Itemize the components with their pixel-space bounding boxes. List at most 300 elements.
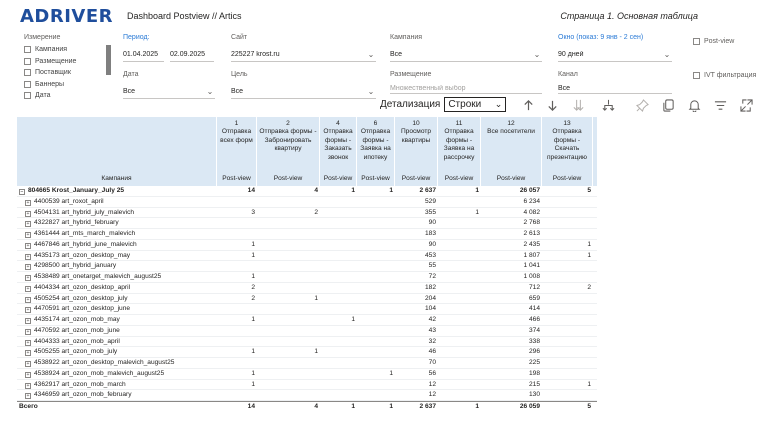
- expand-icon[interactable]: +: [26, 350, 30, 357]
- column-number: 10: [412, 120, 420, 127]
- row-name-cell: [17, 218, 217, 229]
- goal-label: Цель: [231, 71, 248, 78]
- expand-icon[interactable]: +: [26, 221, 30, 228]
- expand-icon[interactable]: +: [26, 296, 30, 303]
- value-cell: [438, 261, 481, 272]
- checkbox-box[interactable]: [24, 92, 31, 99]
- value-cell: [357, 251, 395, 262]
- value-cell: [257, 369, 320, 380]
- value-cell: 1: [389, 187, 393, 194]
- value-cell: [357, 272, 395, 283]
- row-name-cell: [17, 315, 217, 326]
- column-title: Отправка формы - Забронировать квартиру: [259, 128, 317, 153]
- value-cell: [257, 304, 320, 315]
- value-cell: [542, 229, 593, 240]
- value-cell: 1: [351, 187, 355, 194]
- campaign-dropdown[interactable]: [390, 47, 542, 62]
- value-cell: [542, 218, 593, 229]
- row-name-cell: [17, 283, 217, 294]
- value-cell: 1 008: [523, 273, 540, 280]
- value-cell: [357, 240, 395, 251]
- row-name-cell: [17, 304, 217, 315]
- top-bar: [0, 0, 768, 30]
- window-label: Окно (показ: 9 янв - 2 сен): [558, 34, 644, 41]
- chevron-down-icon: ⌄: [367, 86, 375, 96]
- value-cell: 4 082: [523, 208, 540, 216]
- row-name-cell: [17, 208, 217, 219]
- value-cell: 5: [587, 187, 591, 194]
- value-cell: 204: [424, 294, 436, 302]
- expand-icon[interactable]: +: [26, 199, 30, 206]
- value-cell: [438, 283, 481, 294]
- measure-option-label: Размещение: [35, 57, 77, 65]
- expand-icon[interactable]: +: [26, 393, 30, 400]
- value-cell: 104: [424, 305, 436, 313]
- value-cell: [357, 283, 395, 294]
- expand-icon[interactable]: +: [26, 232, 30, 238]
- row-name: 4361444 art_mts_march_malevich: [34, 230, 136, 237]
- column-header-campaign[interactable]: [17, 117, 217, 186]
- value-cell: 1: [251, 240, 255, 248]
- channel-value: Все: [558, 85, 571, 92]
- row-name: 4538924 art_ozon_mob_malevich_august25: [34, 369, 165, 377]
- column-header-10[interactable]: [395, 117, 438, 186]
- row-name-cell: [17, 358, 217, 369]
- value-cell: 4: [314, 187, 318, 194]
- value-cell: [357, 261, 395, 272]
- checkbox-box[interactable]: [693, 38, 700, 45]
- value-cell: [438, 315, 481, 326]
- row-name: 4322827 art_hybrid_february: [34, 219, 119, 227]
- column-subtitle: Post-view: [552, 174, 582, 182]
- value-cell: [438, 369, 481, 380]
- value-cell: 3: [251, 208, 255, 216]
- value-cell: 56: [428, 369, 436, 377]
- value-cell: 70: [428, 359, 436, 366]
- placement-dropdown[interactable]: [390, 84, 542, 94]
- value-cell: 225: [528, 359, 540, 366]
- date-from-value: 01.04.2025: [123, 50, 159, 58]
- value-cell: 1: [251, 348, 255, 356]
- value-cell: 338: [528, 337, 540, 345]
- column-header-6[interactable]: [357, 117, 395, 186]
- value-cell: 2 637: [419, 187, 436, 194]
- row-name: 4470592 art_ozon_mob_june: [34, 326, 120, 334]
- value-cell: 1: [475, 403, 479, 410]
- value-cell: 712: [528, 283, 540, 291]
- value-cell: [438, 358, 481, 369]
- value-cell: 14: [247, 187, 255, 194]
- value-cell: 1: [251, 251, 255, 259]
- value-cell: 26 059: [519, 403, 540, 410]
- date-to-input[interactable]: [170, 47, 214, 62]
- table-row[interactable]: [17, 294, 597, 305]
- goal-value: Все: [231, 87, 244, 95]
- table-row[interactable]: [17, 208, 597, 219]
- postview-checkbox[interactable]: [693, 38, 734, 45]
- value-cell: [542, 358, 593, 369]
- column-number: 13: [563, 120, 571, 127]
- detail-select[interactable]: [444, 97, 506, 112]
- value-cell: [257, 229, 320, 240]
- column-header-1[interactable]: [217, 117, 257, 186]
- column-header-4[interactable]: [320, 117, 357, 186]
- value-cell: [357, 208, 395, 219]
- value-cell: [357, 347, 395, 358]
- value-cell: 466: [528, 316, 540, 323]
- checkbox-box[interactable]: [24, 58, 31, 65]
- row-name: 4467846 art_hybrid_june_malevich: [34, 240, 137, 248]
- value-cell: [320, 390, 357, 401]
- value-cell: 1: [251, 380, 255, 388]
- value-cell: 130: [528, 391, 540, 399]
- value-cell: [320, 304, 357, 315]
- value-cell: 2: [251, 283, 255, 291]
- value-cell: [542, 369, 593, 380]
- value-cell: 26 057: [519, 187, 540, 194]
- collapse-icon[interactable]: −: [20, 189, 24, 195]
- value-cell: [320, 347, 357, 358]
- measure-option[interactable]: [24, 56, 76, 68]
- value-cell: 1: [351, 316, 355, 323]
- copy-icon[interactable]: [660, 97, 676, 113]
- table-row[interactable]: [17, 304, 597, 315]
- value-cell: [542, 315, 593, 326]
- value-cell: [438, 390, 481, 401]
- value-cell: [257, 197, 320, 208]
- expand-icon[interactable]: +: [26, 382, 30, 389]
- campaign-value: Все: [390, 50, 403, 58]
- value-cell: 1: [314, 348, 318, 356]
- value-cell: [217, 197, 257, 208]
- site-dropdown[interactable]: [231, 47, 376, 62]
- postview-check-label: Post-view: [704, 38, 735, 45]
- column-title: Отправка всех форм: [220, 128, 253, 144]
- value-cell: [357, 315, 395, 326]
- expand-icon[interactable]: +: [26, 253, 30, 260]
- double-arrow-down-icon[interactable]: [570, 97, 586, 113]
- value-cell: 1: [314, 294, 318, 302]
- value-cell: [357, 218, 395, 229]
- row-name: Всего: [19, 403, 38, 410]
- value-cell: 2: [314, 208, 318, 216]
- measure-label: Измерение: [24, 34, 61, 41]
- value-cell: 659: [528, 294, 540, 302]
- column-number: 2: [286, 120, 290, 127]
- column-title: Отправка формы - Заявка на ипотеку: [360, 128, 391, 161]
- filter-icon[interactable]: [712, 97, 728, 113]
- value-cell: [438, 326, 481, 337]
- expand-icon[interactable]: +: [26, 285, 30, 292]
- value-cell: 1: [475, 208, 479, 216]
- row-name: 4470591 art_ozon_desktop_june: [34, 305, 131, 313]
- table-row[interactable]: [17, 272, 597, 283]
- value-cell: [320, 218, 357, 229]
- value-cell: [257, 251, 320, 262]
- measure-option[interactable]: [24, 67, 76, 79]
- checkbox-box[interactable]: [24, 81, 31, 88]
- value-cell: [217, 358, 257, 369]
- value-cell: [357, 326, 395, 337]
- table-row[interactable]: [17, 315, 597, 326]
- table-body: [17, 186, 597, 412]
- column-header-2[interactable]: [257, 117, 320, 186]
- value-cell: [542, 337, 593, 348]
- table-row[interactable]: [17, 283, 597, 294]
- detail-control: [380, 97, 506, 112]
- value-cell: 2: [587, 283, 591, 291]
- chevron-down-icon: ⌄: [494, 99, 503, 109]
- value-cell: 90: [428, 240, 436, 248]
- total-row[interactable]: [17, 401, 597, 412]
- arrow-up-icon[interactable]: [520, 97, 536, 113]
- row-name: 4505254 art_ozon_desktop_july: [34, 294, 128, 302]
- table-row[interactable]: [17, 390, 597, 401]
- value-cell: [217, 326, 257, 337]
- value-cell: 6 234: [523, 197, 540, 205]
- value-cell: [542, 347, 593, 358]
- column-header-11[interactable]: [438, 117, 481, 186]
- value-cell: 183: [424, 230, 436, 237]
- value-cell: 2: [251, 294, 255, 302]
- value-cell: [357, 229, 395, 240]
- value-cell: [257, 337, 320, 348]
- ivt-checkbox[interactable]: [693, 72, 756, 79]
- column-header-13[interactable]: [542, 117, 593, 186]
- value-cell: [217, 337, 257, 348]
- placement-value: Множественный выбор: [390, 85, 466, 92]
- expand-icon[interactable]: +: [26, 242, 30, 249]
- expand-icon[interactable]: +: [26, 328, 30, 335]
- table-row[interactable]: [17, 240, 597, 251]
- value-cell: 12: [428, 391, 436, 399]
- value-cell: [438, 197, 481, 208]
- value-cell: 42: [428, 316, 436, 323]
- value-cell: [438, 347, 481, 358]
- expand-icon[interactable]: +: [26, 361, 30, 367]
- value-cell: 32: [428, 337, 436, 345]
- channel-dropdown[interactable]: [558, 84, 672, 94]
- row-name: 4298500 art_hybrid_january: [34, 262, 117, 270]
- column-title: Отправка формы - Скачать презентацию: [546, 128, 588, 161]
- expand-icon[interactable]: +: [26, 318, 30, 324]
- table-row[interactable]: [17, 251, 597, 262]
- column-subtitle: Post-view: [361, 174, 390, 182]
- value-cell: [217, 390, 257, 401]
- ivt-check-label: IVT фильтрация: [704, 72, 757, 79]
- row-name: 4538489 art_onetarget_malevich_august25: [34, 273, 162, 280]
- value-cell: 14: [247, 403, 255, 410]
- value-cell: [357, 358, 395, 369]
- checkbox-box[interactable]: [24, 69, 31, 76]
- value-cell: [320, 380, 357, 391]
- measure-option[interactable]: [24, 79, 76, 91]
- value-cell: [542, 326, 593, 337]
- value-cell: [542, 390, 593, 401]
- column-title: Кампания: [101, 174, 132, 182]
- value-cell: [438, 240, 481, 251]
- column-number: 11: [455, 120, 463, 127]
- column-header-12[interactable]: [481, 117, 542, 186]
- value-cell: [217, 261, 257, 272]
- goal-dropdown[interactable]: [231, 84, 376, 99]
- group-row[interactable]: [17, 186, 597, 197]
- table-row[interactable]: [17, 347, 597, 358]
- table-row[interactable]: [17, 358, 597, 369]
- measure-option-label: Поставщик: [35, 69, 71, 77]
- chevron-down-icon: ⌄: [206, 86, 214, 96]
- value-cell: [257, 390, 320, 401]
- expand-icon[interactable]: +: [26, 371, 30, 378]
- site-label: Сайт: [231, 34, 248, 41]
- value-cell: [357, 294, 395, 305]
- value-cell: 55: [428, 262, 436, 270]
- value-cell: [320, 197, 357, 208]
- measure-option[interactable]: [24, 90, 76, 102]
- checkbox-box[interactable]: [693, 72, 700, 79]
- pin-icon[interactable]: [634, 97, 650, 113]
- adriver-logo: ADRIVER: [20, 6, 114, 27]
- value-cell: 72: [428, 273, 436, 280]
- column-title: Отправка формы - Заказать звонок: [323, 128, 353, 161]
- row-name: 4435173 art_ozon_desktop_may: [34, 251, 131, 259]
- date-to-value: 02.09.2025: [170, 50, 206, 58]
- value-cell: 2 435: [523, 240, 540, 248]
- table-row[interactable]: [17, 369, 597, 380]
- value-cell: [257, 240, 320, 251]
- column-subtitle: Post-view: [401, 174, 431, 182]
- column-subtitle: Post-view: [222, 174, 251, 182]
- expand-icon[interactable]: +: [26, 264, 30, 271]
- measure-option-label: Кампания: [35, 46, 68, 54]
- value-cell: [320, 358, 357, 369]
- row-name-cell: [17, 337, 217, 348]
- detail-value: Строки: [448, 99, 482, 110]
- measure-option[interactable]: [24, 44, 76, 56]
- window-value: 90 дней: [558, 50, 584, 58]
- column-number: 1: [234, 120, 239, 127]
- value-cell: [320, 326, 357, 337]
- bell-icon[interactable]: [686, 97, 702, 113]
- row-name: 4404333 art_ozon_mob_april: [34, 337, 120, 345]
- value-cell: [438, 337, 481, 348]
- column-number: 4: [336, 120, 340, 127]
- row-name-cell: [17, 347, 217, 358]
- column-number: 12: [507, 120, 515, 127]
- value-cell: [320, 337, 357, 348]
- date-dropdown[interactable]: [123, 84, 215, 99]
- checkbox-box[interactable]: [24, 46, 31, 53]
- expand-icon[interactable]: +: [26, 275, 30, 281]
- date-from-input[interactable]: [123, 47, 164, 62]
- column-title: Отправка формы - Заявка на рассрочку: [443, 128, 475, 161]
- expand-hierarchy-icon[interactable]: [600, 97, 616, 113]
- measure-option-label: Дата: [35, 92, 51, 100]
- slicer-scrollbar[interactable]: [106, 45, 111, 75]
- value-cell: 2 613: [523, 230, 540, 237]
- value-cell: 296: [528, 348, 540, 356]
- row-name: 4505255 art_ozon_mob_july: [34, 348, 118, 356]
- value-cell: 453: [424, 251, 436, 259]
- table-row[interactable]: [17, 337, 597, 348]
- focus-mode-icon[interactable]: [738, 97, 754, 113]
- value-cell: [320, 229, 357, 240]
- value-cell: 5: [587, 403, 591, 410]
- row-name-cell: [17, 240, 217, 251]
- value-cell: [542, 208, 593, 219]
- value-cell: [257, 380, 320, 391]
- value-cell: 1 807: [523, 251, 540, 259]
- row-name-cell: [17, 229, 217, 240]
- date-value: Все: [123, 87, 136, 95]
- window-dropdown[interactable]: [558, 47, 672, 62]
- table-row[interactable]: [17, 326, 597, 337]
- row-name-cell: [17, 369, 217, 380]
- value-cell: 1: [251, 316, 255, 323]
- column-subtitle: Post-view: [444, 174, 474, 182]
- expand-icon[interactable]: +: [26, 339, 30, 346]
- value-cell: 2 637: [419, 403, 436, 410]
- table-row[interactable]: [17, 218, 597, 229]
- value-cell: 1: [587, 380, 591, 388]
- value-cell: [217, 218, 257, 229]
- row-name: 4435174 art_ozon_mob_may: [34, 316, 120, 323]
- value-cell: [357, 390, 395, 401]
- campaign-label: Кампания: [390, 34, 423, 41]
- table-row[interactable]: [17, 261, 597, 272]
- chevron-down-icon: ⌄: [663, 49, 671, 59]
- value-cell: 1: [475, 187, 479, 194]
- value-cell: [542, 272, 593, 283]
- value-cell: 1: [251, 273, 255, 280]
- value-cell: [357, 380, 395, 391]
- arrow-down-icon[interactable]: [544, 97, 560, 113]
- value-cell: 1 041: [523, 262, 540, 270]
- value-cell: 182: [424, 283, 436, 291]
- value-cell: [320, 208, 357, 219]
- value-cell: 198: [528, 369, 540, 377]
- value-cell: 1: [351, 403, 355, 410]
- column-subtitle: Post-view: [323, 174, 353, 182]
- value-cell: [320, 240, 357, 251]
- value-cell: 1: [251, 369, 255, 377]
- chevron-down-icon: ⌄: [367, 49, 375, 59]
- value-cell: 355: [424, 208, 436, 216]
- table-row[interactable]: [17, 229, 597, 240]
- page-label: Страница 1. Основная таблица: [560, 11, 698, 21]
- value-cell: [320, 251, 357, 262]
- row-name-cell: [17, 380, 217, 391]
- period-label: Период:: [123, 34, 150, 41]
- value-cell: [257, 283, 320, 294]
- measure-checkbox-list: [24, 44, 76, 102]
- table-row[interactable]: [17, 197, 597, 208]
- value-cell: [438, 251, 481, 262]
- row-name-cell: [17, 197, 217, 208]
- row-name: 804665 Krost_January_July 25: [28, 187, 125, 194]
- row-name-cell: [17, 326, 217, 337]
- value-cell: 46: [428, 348, 436, 356]
- detail-label: Детализация: [380, 99, 441, 110]
- expand-icon[interactable]: +: [26, 210, 30, 217]
- value-cell: [257, 218, 320, 229]
- value-cell: 1: [587, 251, 591, 259]
- expand-icon[interactable]: +: [26, 307, 30, 314]
- value-cell: [320, 272, 357, 283]
- value-cell: [257, 326, 320, 337]
- table-row[interactable]: [17, 380, 597, 391]
- value-cell: [438, 229, 481, 240]
